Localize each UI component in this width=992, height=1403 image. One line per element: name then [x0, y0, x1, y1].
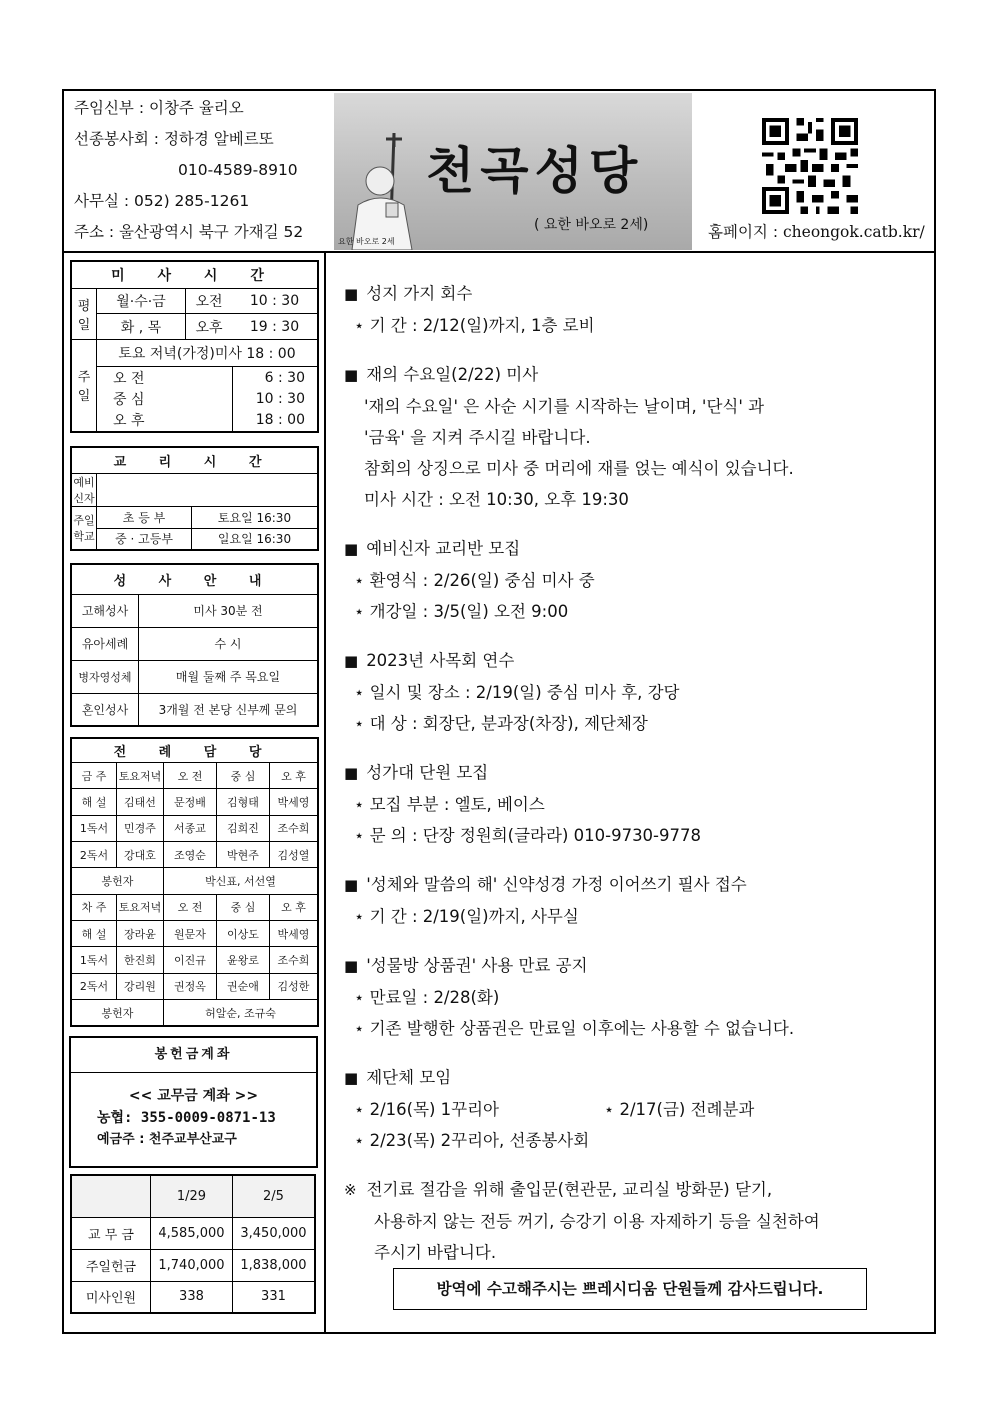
notice-line: ⋆ 만료일 : 2/28(화) [354, 988, 500, 1007]
liturgy-cell: 권순애 [217, 973, 270, 999]
finance-value: 4,585,000 [151, 1217, 233, 1249]
reference-mark-icon: ※ [344, 1181, 357, 1199]
liturgy-role: 해 설 [71, 789, 117, 815]
sacraments-title: 성 사 안 내 [71, 564, 318, 594]
notice-section [344, 278, 924, 341]
liturgy-title: 전 례 담 당 [71, 738, 318, 762]
weekday-time: 19 : 30 [232, 314, 318, 339]
school-time: 토요일 16:30 [192, 506, 319, 528]
notice-section [344, 757, 924, 851]
column-divider [324, 252, 326, 1334]
liturgy-cell: 민경주 [117, 815, 164, 841]
sacrament-value: 수 시 [139, 627, 319, 660]
notice-line: ⋆ 개강일 : 3/5(일) 오전 9:00 [354, 602, 569, 621]
sunday-mass-name: 오 전 [97, 367, 233, 389]
notice-title: '성물방 상품권' 사용 만료 공지 [366, 956, 588, 975]
square-bullet-icon: ■ [344, 366, 359, 384]
header-divider [62, 251, 936, 253]
liturgy-role: 2독서 [71, 841, 117, 867]
finance-table [70, 1174, 316, 1314]
finance-date: 1/29 [151, 1175, 233, 1217]
liturgy-cell: 조수희 [270, 947, 319, 973]
sacraments-table [70, 563, 319, 727]
liturgy-cell: 김성열 [270, 841, 319, 867]
weekday-ampm: 오전 [186, 289, 233, 314]
notice-title: 재의 수요일(2/22) 미사 [366, 365, 539, 384]
offering-names: 허알순, 조규숙 [164, 1000, 319, 1026]
homepage [708, 220, 925, 242]
address: 주소 : 울산광역시 북구 가재길 52 [74, 223, 304, 241]
notice-line: ⋆ 문 의 : 단장 정원희(글라라) 010-9730-9778 [354, 826, 702, 845]
liturgy-table [70, 737, 319, 1027]
finance-value: 1,740,000 [151, 1249, 233, 1281]
notice-title: '성체와 말씀의 해' 신약성경 가정 이어쓰기 필사 접수 [366, 875, 747, 894]
liturgy-cell: 김태선 [117, 789, 164, 815]
liturgy-cell: 서종교 [164, 815, 217, 841]
sunday-mass-name: 오 후 [97, 410, 233, 432]
offering-label: 봉헌자 [71, 868, 164, 894]
homepage-label: 홈페이지 : [708, 223, 779, 241]
finance-label: 교 무 금 [71, 1217, 151, 1249]
school-time: 일요일 16:30 [192, 528, 319, 550]
sunday-label: 주일 [71, 339, 97, 432]
square-bullet-icon: ■ [344, 876, 359, 894]
notice-section [344, 869, 924, 932]
sunday-mass-name: 중 심 [97, 389, 233, 410]
church-banner [334, 93, 692, 250]
patron-saint: ( 요한 바오로 2세) [534, 217, 649, 233]
notice-section [344, 359, 924, 515]
account-box [69, 1036, 318, 1168]
square-bullet-icon: ■ [344, 764, 359, 782]
liturgy-cell: 이진규 [164, 947, 217, 973]
notice-section [344, 533, 924, 627]
notices [344, 278, 924, 1286]
square-bullet-icon: ■ [344, 652, 359, 670]
liturgy-cell: 원문자 [164, 920, 217, 946]
church-name: 천곡성당 [426, 141, 644, 200]
school-group: 중 · 고등부 [97, 528, 192, 550]
pastor: 주임신부 : 이창주 율리오 [74, 99, 244, 117]
sunday-mass-time: 18 : 00 [232, 410, 318, 432]
finance-label: 주일헌금 [71, 1249, 151, 1281]
square-bullet-icon: ■ [344, 285, 359, 303]
sacrament-value: 3개월 전 본당 신부께 문의 [139, 693, 319, 726]
liturgy-header: 금 주 [71, 762, 117, 788]
weekday-ampm: 오후 [186, 314, 233, 339]
liturgy-cell: 박현주 [217, 841, 270, 867]
liturgy-header: 토요저녁 [117, 762, 164, 788]
liturgy-cell: 강대호 [117, 841, 164, 867]
liturgy-cell: 문정배 [164, 789, 217, 815]
weekday-time: 10 : 30 [232, 289, 318, 314]
notice-line: ⋆ 대 상 : 회장단, 분과장(차장), 제단체장 [354, 714, 648, 733]
liturgy-cell: 김희진 [217, 815, 270, 841]
finance-value: 331 [232, 1281, 315, 1313]
sacrament-value: 미사 30분 전 [139, 594, 319, 627]
finance-value: 338 [151, 1281, 233, 1313]
notice-section [344, 950, 924, 1044]
mass-times-title: 미 사 시 간 [71, 261, 318, 289]
catechumen-label: 예비 신자 [71, 473, 97, 506]
square-bullet-icon: ■ [344, 1069, 359, 1087]
school-group: 초 등 부 [97, 506, 192, 528]
offering-label: 봉헌자 [71, 1000, 164, 1026]
liturgy-cell: 한진희 [117, 947, 164, 973]
remark-line: 사용하지 않는 전등 꺼기, 승강기 이용 자제하기 등을 실천하여 [374, 1212, 820, 1231]
liturgy-header: 오 전 [164, 894, 217, 920]
notice-line: ⋆ 기 간 : 2/19(일)까지, 사무실 [354, 907, 579, 926]
notice-line: '재의 수요일' 은 사순 시기를 시작하는 날이며, '단식' 과 [364, 397, 765, 416]
liturgy-cell: 강리원 [117, 973, 164, 999]
liturgy-cell: 조수희 [270, 815, 319, 841]
weekday-label: 평일 [71, 289, 97, 340]
mass-times-table [70, 260, 319, 433]
notice-title: 성지 가지 회수 [366, 284, 473, 303]
sacrament-name: 유아세례 [71, 627, 139, 660]
notice-line: ⋆ 환영식 : 2/26(일) 중심 미사 중 [354, 571, 595, 590]
council: 선종봉사회 : 정하경 알베르또 [74, 130, 274, 148]
account-number: 농협: 355-0009-0871-13 [97, 1110, 276, 1126]
liturgy-header: 오 후 [270, 762, 319, 788]
account-holder: 예금주 : 천주교부산교구 [97, 1132, 237, 1147]
notice-line: '금육' 을 지켜 주시길 바랍니다. [364, 428, 591, 447]
liturgy-header: 토요저녁 [117, 894, 164, 920]
liturgy-header: 차 주 [71, 894, 117, 920]
finance-label: 미사인원 [71, 1281, 151, 1313]
notice-section [344, 1062, 924, 1156]
notice-title: 2023년 사목회 연수 [366, 651, 515, 670]
sacrament-name: 병자영성체 [71, 660, 139, 693]
remark [344, 1174, 924, 1268]
notice-section [344, 645, 924, 739]
header-info [74, 96, 324, 244]
liturgy-cell: 조영순 [164, 841, 217, 867]
account-title: 봉헌금계좌 [71, 1038, 316, 1073]
liturgy-header: 오 후 [270, 894, 319, 920]
liturgy-role: 1독서 [71, 947, 117, 973]
liturgy-cell: 김성한 [270, 973, 319, 999]
sacrament-value: 매월 둘째 주 목요일 [139, 660, 319, 693]
notice-line: 참회의 상징으로 미사 중 머리에 재를 얹는 예식이 있습니다. [364, 459, 794, 478]
notice-line: ⋆ 2/16(목) 1꾸리아 ⋆ 2/17(금) 전례분과 [354, 1100, 755, 1119]
square-bullet-icon: ■ [344, 540, 359, 558]
thanks-box: 방역에 수고해주시는 쁘레시디움 단원들께 감사드립니다. [393, 1268, 867, 1310]
photo-caption: 요한 바오로 2세 [338, 237, 395, 246]
square-bullet-icon: ■ [344, 957, 359, 975]
liturgy-header: 오 전 [164, 762, 217, 788]
office-phone: 사무실 : 052) 285-1261 [74, 192, 250, 210]
weekday-days: 화 , 목 [97, 314, 186, 339]
remark-line: 주시기 바랍니다. [374, 1243, 497, 1262]
notice-line: ⋆ 일시 및 장소 : 2/19(일) 중심 미사 후, 강당 [354, 683, 680, 702]
sacrament-name: 혼인성사 [71, 693, 139, 726]
catechism-title: 교 리 시 간 [71, 447, 318, 473]
liturgy-header: 중 심 [217, 762, 270, 788]
liturgy-cell: 김형태 [217, 789, 270, 815]
notice-line: ⋆ 기 간 : 2/12(일)까지, 1층 로비 [354, 316, 595, 335]
liturgy-role: 2독서 [71, 973, 117, 999]
pope-image [342, 133, 422, 250]
saturday-mass: 토요 저녁(가정)미사 18 : 00 [97, 339, 319, 367]
council-phone: 010-4589-8910 [178, 161, 298, 179]
notice-line: ⋆ 모집 부분 : 엘토, 베이스 [354, 795, 545, 814]
offering-names: 박신표, 서선열 [164, 868, 319, 894]
liturgy-cell: 장라윤 [117, 920, 164, 946]
notice-line: ⋆ 기존 발행한 상품권은 만료일 이후에는 사용할 수 없습니다. [354, 1019, 795, 1038]
notice-line: 미사 시간 : 오전 10:30, 오후 19:30 [364, 490, 629, 509]
liturgy-cell: 박세영 [270, 920, 319, 946]
catechism-table [70, 446, 319, 551]
notice-title: 제단체 모임 [366, 1068, 452, 1087]
liturgy-role: 해 설 [71, 920, 117, 946]
account-heading: << 교무금 계좌 >> [128, 1088, 259, 1104]
notice-line: ⋆ 2/23(목) 2꾸리아, 선종봉사회 [354, 1131, 590, 1150]
qr-code-icon[interactable] [762, 118, 858, 214]
finance-value: 1,838,000 [232, 1249, 315, 1281]
finance-date: 2/5 [232, 1175, 315, 1217]
liturgy-cell: 이상도 [217, 920, 270, 946]
finance-value: 3,450,000 [232, 1217, 315, 1249]
sunday-school-label: 주일 학교 [71, 506, 97, 550]
notice-title: 성가대 단원 모집 [366, 763, 489, 782]
weekday-days: 월·수·금 [97, 289, 186, 314]
notice-title: 예비신자 교리반 모집 [366, 539, 521, 558]
liturgy-header: 중 심 [217, 894, 270, 920]
remark-line: 전기료 절감을 위해 출입문(현관문, 교리실 방화문) 닫기, [366, 1180, 773, 1199]
sunday-mass-time: 6 : 30 [232, 367, 318, 389]
sunday-mass-time: 10 : 30 [232, 389, 318, 410]
liturgy-role: 1독서 [71, 815, 117, 841]
liturgy-cell: 박세영 [270, 789, 319, 815]
sacrament-name: 고해성사 [71, 594, 139, 627]
liturgy-cell: 윤왕로 [217, 947, 270, 973]
liturgy-cell: 권정옥 [164, 973, 217, 999]
homepage-link[interactable]: cheongok.catb.kr/ [782, 223, 925, 241]
